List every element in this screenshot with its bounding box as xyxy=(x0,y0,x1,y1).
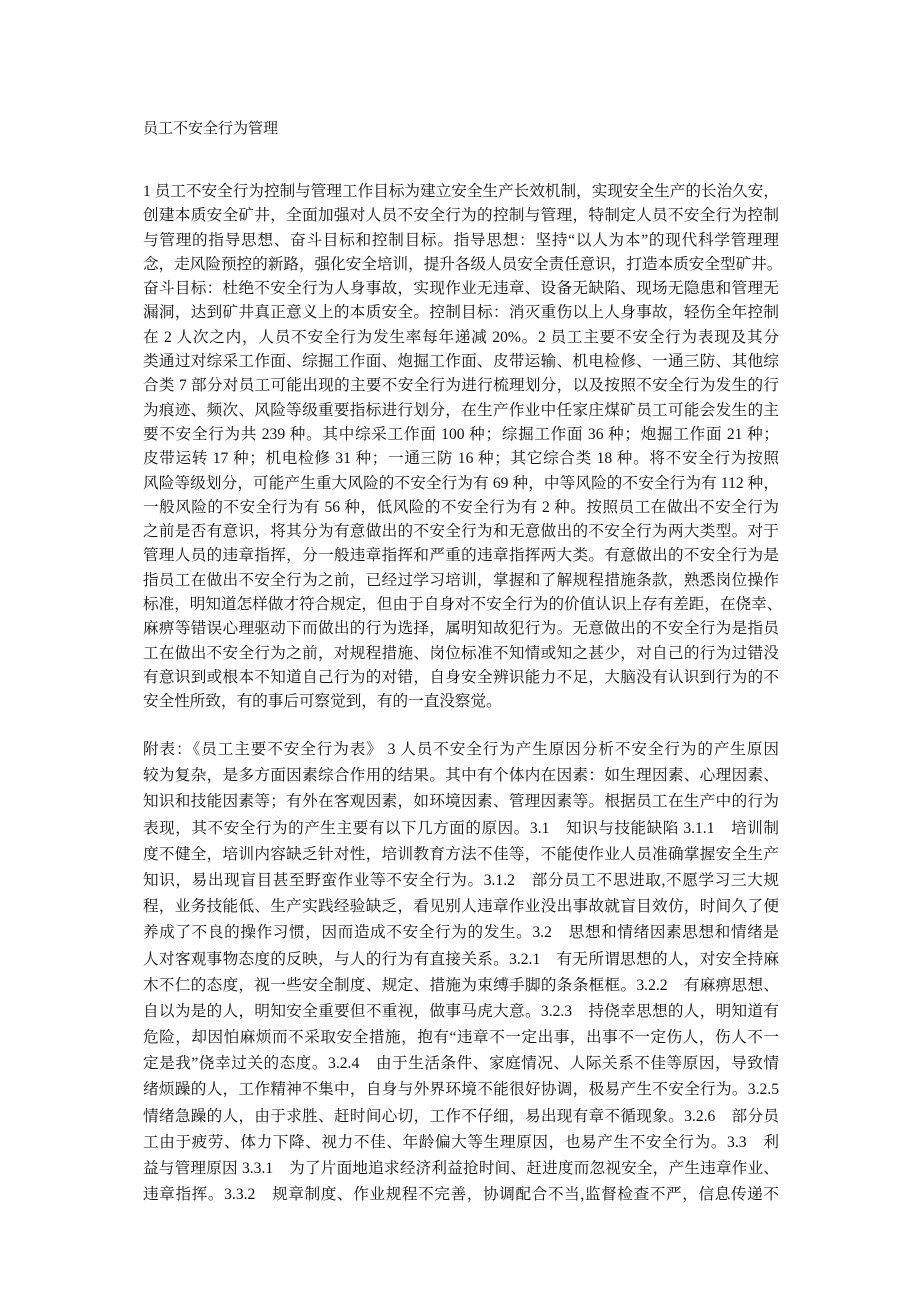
text-line: 管理人员的违章指挥，分一般违章指挥和严重的违章指挥两大类。有意做出的不安全行为是 xyxy=(143,547,779,565)
text-line: 皮带运转 17 种；机电检修 31 种；一通三防 16 种；其它综合类 18 种。将不安全行为按照 xyxy=(143,450,779,468)
text-line: 表现，其不安全行为的产生主要有以下几方面的原因。3.1 知识与技能缺陷 3.1.1 培训制 xyxy=(143,819,779,837)
text-line: 风险等级划分，可能产生重大风险的不安全行为有 69 种，中等风险的不安全行为有 112 种， xyxy=(143,474,779,492)
text-line: 1 员工不安全行为控制与管理工作目标为建立安全生产长效机制，实现安全生产的长治久安， xyxy=(143,183,779,200)
text-line: 指员工在做出不安全行为之前，已经过学习培训，掌握和了解规程措施条款，熟悉岗位操作 xyxy=(143,571,779,589)
text-line: 一般风险的不安全行为有 56 种，低风险的不安全行为有 2 种。按照员工在做出不安全行为 xyxy=(143,498,779,516)
text-line: 木不仁的态度，视一些安全制度、规定、措施为束缚手脚的条条框框。3.2.2 有麻痹思想、 xyxy=(143,976,779,994)
text-line: 较为复杂，是多方面因素综合作用的结果。其中有个体内在因素：如生理因素、心理因素、 xyxy=(143,767,779,785)
text-line: 绪烦躁的人，工作精神不集中，自身与外界环境不能很好协调，极易产生不安全行为。3.2.5 xyxy=(143,1081,779,1099)
paragraph-2 xyxy=(143,737,779,1208)
text-line: 违章指挥。3.3.2 规章制度、作业规程不完善，协调配合不当,监督检查不严，信息传递不 xyxy=(143,1186,779,1204)
text-line: 益与管理原因 3.3.1 为了片面地追求经济利益抢时间、赶进度而忽视安全，产生违章作业、 xyxy=(143,1160,779,1177)
text-line: 与管理的指导思想、奋斗目标和控制目标。指导思想：坚持“以人为本”的现代科学管理理 xyxy=(143,231,779,249)
text-line: 标准，明知道怎样做才符合规定，但由于自身对不安全行为的价值认识上存有差距，在侥幸、 xyxy=(143,596,783,614)
document-title: 员工不安全行为管理 xyxy=(143,121,279,137)
text-line: 之前是否有意识，将其分为有意做出的不安全行为和无意做出的不安全行为两大类型。对于 xyxy=(143,523,779,541)
text-line: 工由于疲劳、体力下降、视力不佳、年龄偏大等生理原因，也易产生不安全行为。3.3 利 xyxy=(143,1133,779,1151)
text-line: 在 2 人次之内，人员不安全行为发生率每年递减 20%。2 员工主要不安全行为表现及其分 xyxy=(143,328,779,346)
text-line: 情绪急躁的人，由于求胜、赶时间心切，工作不仔细，易出现有章不循现象。3.2.6 部分员 xyxy=(143,1107,779,1125)
text-line: 程，业务技能低、生产实践经验缺乏，看见别人违章作业没出事故就盲目效仿，时间久了便 xyxy=(143,898,779,916)
text-line: 漏洞，达到矿井真正意义上的本质安全。控制目标：消灭重伤以上人身事故，轻伤全年控制 xyxy=(143,304,779,322)
paragraph-1 xyxy=(143,180,783,715)
text-line: 知识和技能因素等；有外在客观因素，如环境因素、管理因素等。根据员工在生产中的行为 xyxy=(143,793,779,811)
text-line: 人对客观事物态度的反映，与人的行为有直接关系。3.2.1 有无所谓思想的人，对安全持麻 xyxy=(143,950,779,968)
text-line: 奋斗目标：杜绝不安全行为人身事故，实现作业无违章、设备无缺陷、现场无隐患和管理无 xyxy=(143,280,779,298)
text-line: 自以为是的人，明知安全重要但不重视，做事马虎大意。3.2.3 持侥幸思想的人，明知道有 xyxy=(143,1002,779,1020)
text-line: 度不健全，培训内容缺乏针对性，培训教育方法不佳等，不能使作业人员准确掌握安全生产 xyxy=(143,845,779,863)
text-line: 念，走风险预控的新路，强化安全培训，提升各级人员安全责任意识，打造本质安全型矿井。 xyxy=(143,255,783,273)
text-line: 附表：《员工主要不安全行为表》 3 人员不安全行为产生原因分析不安全行为的产生原因 xyxy=(143,741,779,758)
text-line: 要不安全行为共 239 种。其中综采工作面 100 种；综掘工作面 36 种；炮掘工作面 21 种； xyxy=(143,425,779,443)
text-line: 知识，易出现盲目甚至野蛮作业等不安全行为。3.1.2 部分员工不思进取,不愿学习三大规 xyxy=(143,871,779,889)
text-line: 创建本质安全矿井，全面加强对人员不安全行为的控制与管理，特制定人员不安全行为控制 xyxy=(143,207,779,225)
text-line: 合类 7 部分对员工可能出现的主要不安全行为进行梳理划分，以及按照不安全行为发生的行 xyxy=(143,377,779,395)
text-line: 工在做出不安全行为之前，对规程措施、岗位标准不知情或知之甚少，对自己的行为过错没 xyxy=(143,644,779,662)
text-line: 有意识到或根本不知道自己行为的对错，自身安全辨识能力不足，大脑没有认识到行为的不 xyxy=(143,668,779,686)
text-line: 为痕迹、频次、风险等级重要指标进行划分，在生产作业中任家庄煤矿员工可能会发生的主 xyxy=(143,401,779,419)
text-line: 定是我”侥幸过关的态度。3.2.4 由于生活条件、家庭情况、人际关系不佳等原因，导致情 xyxy=(143,1055,779,1073)
text-line: 危险，却因怕麻烦而不采取安全措施，抱有“违章不一定出事，出事不一定伤人，伤人不一 xyxy=(143,1029,779,1047)
text-line: 安全性所致，有的事后可察觉到，有的一直没察觉。 xyxy=(143,693,502,711)
text-line: 类通过对综采工作面、综掘工作面、炮掘工作面、皮带运输、机电检修、一通三防、其他综 xyxy=(143,353,779,371)
text-line: 麻痹等错误心理驱动下而做出的行为选择，属明知故犯行为。无意做出的不安全行为是指员 xyxy=(143,620,779,638)
text-line: 养成了不良的操作习惯，因而造成不安全行为的发生。3.2 思想和情绪因素思想和情绪是 xyxy=(143,924,779,942)
